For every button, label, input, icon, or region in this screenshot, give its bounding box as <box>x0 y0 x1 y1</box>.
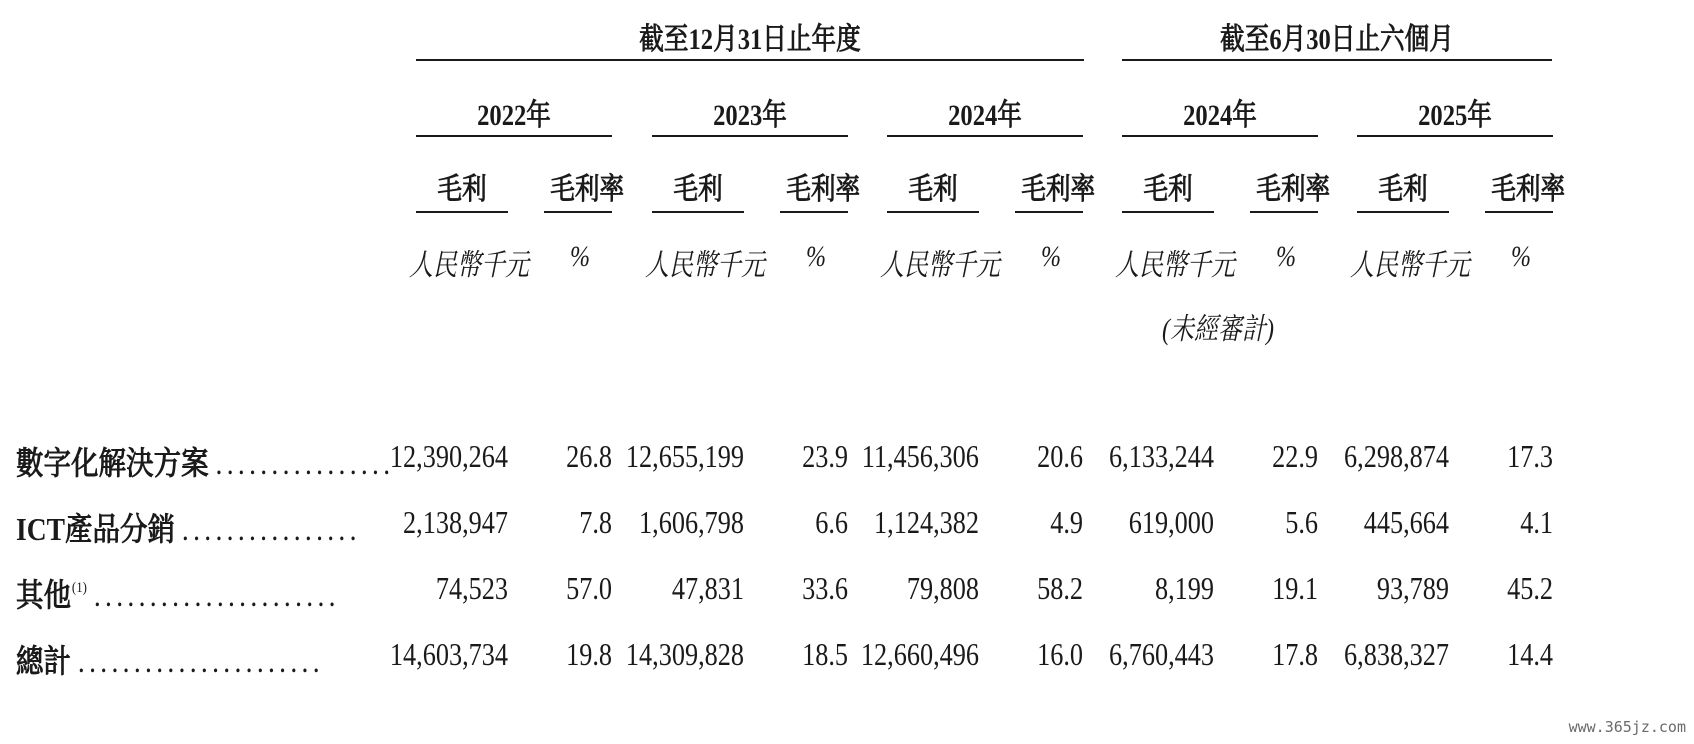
year-rule <box>1357 135 1553 137</box>
cell-gross-margin-h1-2024: 17.8 <box>1272 636 1318 672</box>
gross-margin-header: 毛利率 <box>1021 173 1096 206</box>
currency-unit: 人民幣千元 <box>645 249 765 282</box>
cell-gross-margin-2024: 16.0 <box>1037 636 1083 672</box>
cell-gross-profit-h1-2025: 93,789 <box>1376 570 1449 606</box>
cell-gross-margin-2022: 26.8 <box>566 438 612 474</box>
gross-profit-header: 毛利 <box>1378 173 1428 206</box>
leader-dots: ................ <box>181 511 361 547</box>
column-rule <box>1122 211 1214 213</box>
cell-gross-margin-2023: 23.9 <box>802 438 848 474</box>
percent-unit: % <box>1511 240 1531 273</box>
gross-profit-header: 毛利 <box>437 173 487 206</box>
gross-profit-header: 毛利 <box>908 173 958 206</box>
cell-gross-profit-h1-2024: 619,000 <box>1128 504 1214 540</box>
unaudited-note: (未經審計) <box>1162 313 1274 346</box>
row-label <box>16 636 324 682</box>
cell-gross-margin-h1-2024: 5.6 <box>1285 504 1318 540</box>
gross-margin-header: 毛利率 <box>1491 173 1566 206</box>
leader-dots: ................ <box>215 445 395 481</box>
cell-gross-margin-h1-2025: 17.3 <box>1507 438 1553 474</box>
cell-gross-profit-2022: 74,523 <box>435 570 508 606</box>
year-rule <box>1122 135 1318 137</box>
gross-margin-header: 毛利率 <box>1256 173 1331 206</box>
column-rule <box>887 211 979 213</box>
footnote-marker: (1) <box>71 580 87 596</box>
column-rule <box>1485 211 1553 213</box>
currency-unit: 人民幣千元 <box>880 249 1000 282</box>
cell-gross-margin-2022: 19.8 <box>566 636 612 672</box>
gross-margin-header: 毛利率 <box>550 173 625 206</box>
row-label <box>16 504 361 550</box>
percent-unit: % <box>1276 240 1296 273</box>
year-rule <box>887 135 1083 137</box>
column-rule <box>1015 211 1083 213</box>
annual-period-header: 截至12月31日止年度 <box>639 23 861 56</box>
column-rule <box>544 211 612 213</box>
gross-margin-header: 毛利率 <box>786 173 861 206</box>
cell-gross-margin-2023: 18.5 <box>802 636 848 672</box>
watermark: www.365jz.com <box>1568 718 1686 736</box>
gross-profit-header: 毛利 <box>673 173 723 206</box>
cell-gross-margin-h1-2025: 4.1 <box>1520 504 1553 540</box>
year-rule <box>416 135 612 137</box>
percent-unit: % <box>1041 240 1061 273</box>
leader-dots: ...................... <box>77 643 324 679</box>
interim-period-header: 截至6月30日止六個月 <box>1220 23 1454 56</box>
row-label-text: 其他 <box>16 577 72 613</box>
cell-gross-margin-2023: 6.6 <box>815 504 848 540</box>
row-label <box>16 570 340 616</box>
row-label-text: ICT產品分銷 <box>16 511 176 547</box>
column-rule <box>416 211 508 213</box>
currency-unit: 人民幣千元 <box>1350 249 1470 282</box>
cell-gross-profit-2024: 11,456,306 <box>861 438 979 474</box>
cell-gross-profit-2024: 12,660,496 <box>860 636 979 672</box>
cell-gross-profit-2022: 14,603,734 <box>389 636 508 672</box>
percent-unit: % <box>570 240 590 273</box>
row-label-text: 總計 <box>16 643 72 679</box>
column-rule <box>1357 211 1449 213</box>
cell-gross-margin-h1-2025: 45.2 <box>1507 570 1553 606</box>
cell-gross-profit-h1-2024: 6,760,443 <box>1109 636 1214 672</box>
year-header: 2022年 <box>477 99 551 132</box>
cell-gross-margin-2022: 7.8 <box>579 504 612 540</box>
column-rule <box>780 211 848 213</box>
cell-gross-profit-2023: 12,655,199 <box>625 438 744 474</box>
cell-gross-profit-2022: 2,138,947 <box>403 504 508 540</box>
year-header: 2024年 <box>1183 99 1257 132</box>
cell-gross-margin-h1-2024: 19.1 <box>1272 570 1318 606</box>
cell-gross-margin-h1-2025: 14.4 <box>1507 636 1553 672</box>
year-header: 2024年 <box>948 99 1022 132</box>
cell-gross-profit-h1-2024: 8,199 <box>1154 570 1214 606</box>
cell-gross-profit-2023: 14,309,828 <box>625 636 744 672</box>
cell-gross-profit-2023: 47,831 <box>671 570 744 606</box>
cell-gross-profit-h1-2025: 445,664 <box>1363 504 1449 540</box>
cell-gross-profit-2024: 1,124,382 <box>874 504 979 540</box>
year-header: 2023年 <box>713 99 787 132</box>
row-label <box>16 438 394 484</box>
cell-gross-profit-2022: 12,390,264 <box>389 438 508 474</box>
cell-gross-margin-h1-2024: 22.9 <box>1272 438 1318 474</box>
year-header: 2025年 <box>1418 99 1492 132</box>
row-label-text: 數字化解決方案 <box>16 445 209 481</box>
cell-gross-profit-h1-2025: 6,298,874 <box>1344 438 1449 474</box>
annual-period-rule <box>416 59 1084 61</box>
interim-period-rule <box>1122 59 1552 61</box>
currency-unit: 人民幣千元 <box>1115 249 1235 282</box>
year-rule <box>652 135 848 137</box>
currency-unit: 人民幣千元 <box>409 249 529 282</box>
cell-gross-margin-2024: 4.9 <box>1050 504 1083 540</box>
cell-gross-margin-2024: 58.2 <box>1037 570 1083 606</box>
percent-unit: % <box>806 240 826 273</box>
cell-gross-profit-2023: 1,606,798 <box>639 504 744 540</box>
cell-gross-margin-2024: 20.6 <box>1037 438 1083 474</box>
cell-gross-profit-h1-2024: 6,133,244 <box>1109 438 1214 474</box>
cell-gross-profit-h1-2025: 6,838,327 <box>1344 636 1449 672</box>
column-rule <box>652 211 744 213</box>
cell-gross-profit-2024: 79,808 <box>906 570 979 606</box>
cell-gross-margin-2022: 57.0 <box>566 570 612 606</box>
gross-profit-header: 毛利 <box>1143 173 1193 206</box>
leader-dots: ...................... <box>93 577 340 613</box>
cell-gross-margin-2023: 33.6 <box>802 570 848 606</box>
column-rule <box>1250 211 1318 213</box>
